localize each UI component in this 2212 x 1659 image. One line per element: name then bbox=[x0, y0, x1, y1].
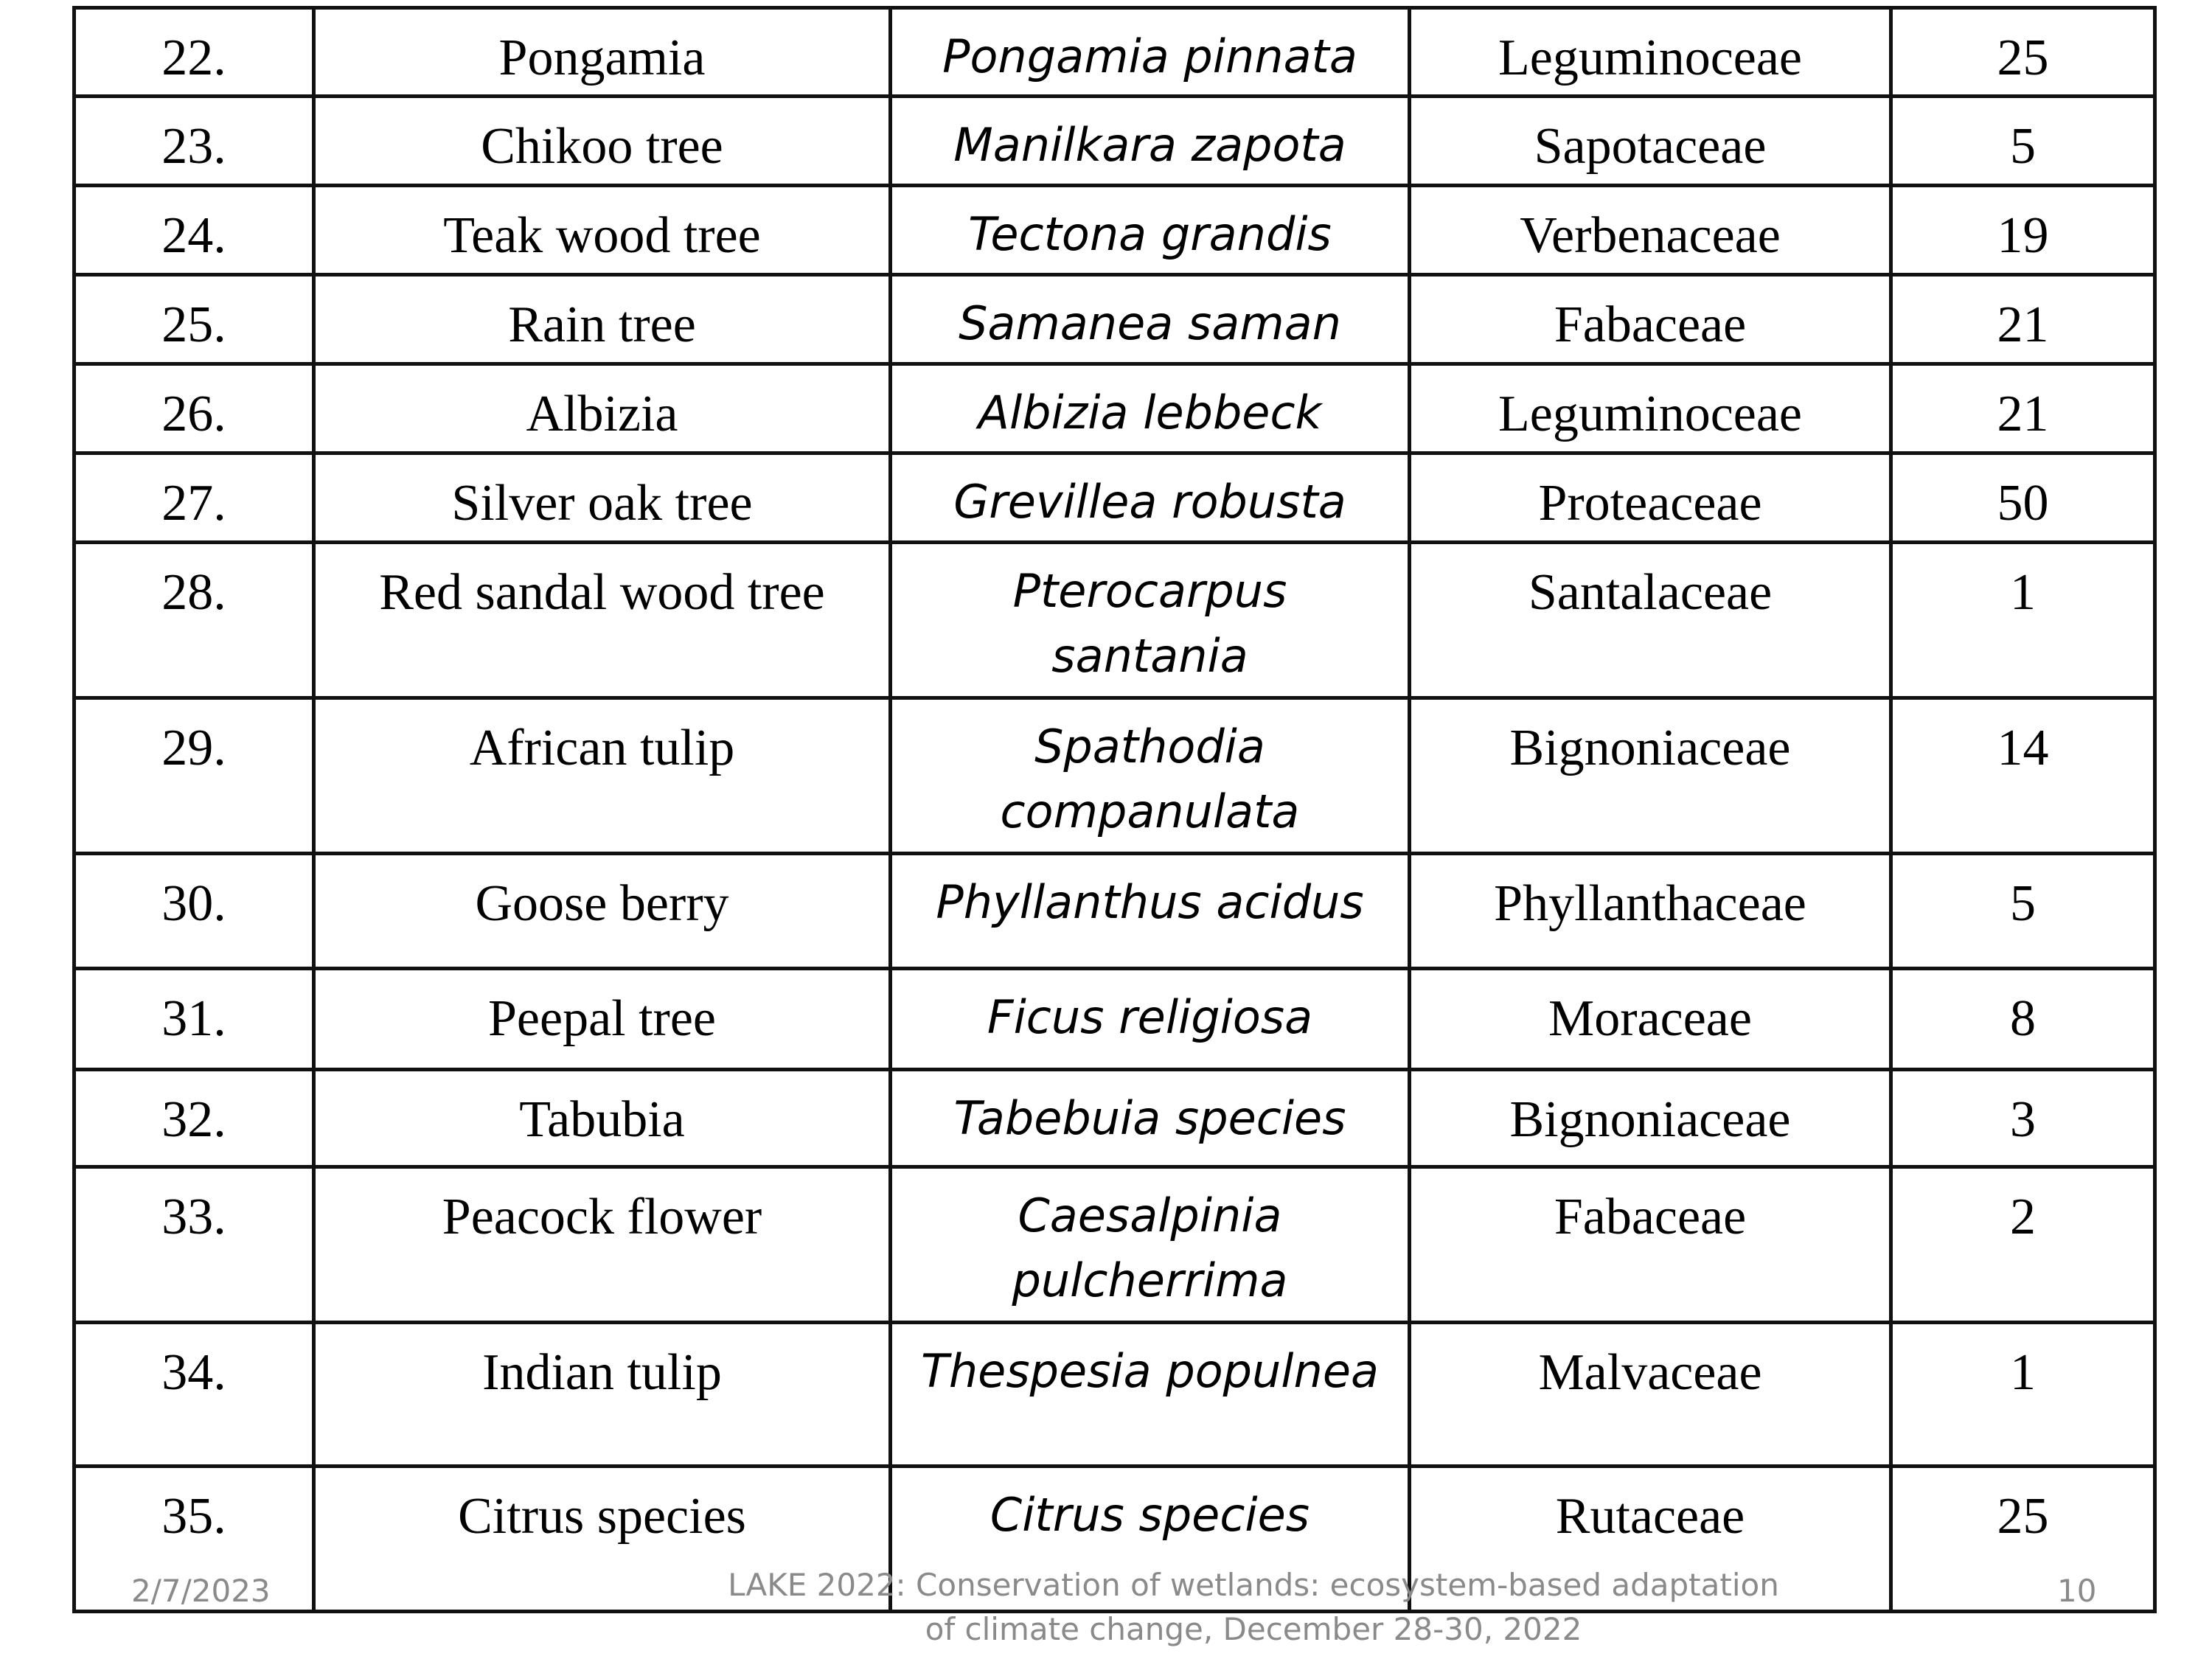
cell-scientific-name-text: Thespesia populnea bbox=[921, 1344, 1379, 1398]
cell-family bbox=[1410, 364, 1891, 453]
cell-number bbox=[74, 698, 314, 854]
table-row bbox=[74, 453, 2155, 543]
cell-family-text: Bignoniaceae bbox=[1509, 720, 1791, 776]
cell-count bbox=[1891, 275, 2155, 364]
cell-number bbox=[74, 364, 314, 453]
cell-family-text: Rutaceae bbox=[1555, 1488, 1745, 1545]
cell-count-text: 25 bbox=[1997, 1488, 2049, 1545]
cell-scientific-name bbox=[891, 97, 1410, 186]
cell-common-name-text: Goose berry bbox=[475, 875, 729, 932]
cell-number-text: 24. bbox=[161, 207, 226, 264]
table-row bbox=[74, 8, 2155, 97]
cell-count bbox=[1891, 1323, 2155, 1467]
cell-number-text: 22. bbox=[161, 29, 226, 86]
table-row bbox=[74, 275, 2155, 364]
cell-number bbox=[74, 1323, 314, 1467]
cell-number-text: 29. bbox=[161, 720, 226, 776]
cell-family-text: Fabaceae bbox=[1554, 296, 1747, 353]
cell-count-text: 19 bbox=[1997, 207, 2049, 264]
cell-count-text: 2 bbox=[2010, 1189, 2036, 1245]
cell-family bbox=[1410, 1323, 1891, 1467]
cell-scientific-name bbox=[891, 186, 1410, 275]
cell-number-text: 28. bbox=[161, 564, 226, 621]
cell-family bbox=[1410, 854, 1891, 969]
cell-scientific-name bbox=[891, 8, 1410, 97]
cell-family bbox=[1410, 1167, 1891, 1323]
cell-count-text: 25 bbox=[1997, 29, 2049, 86]
cell-scientific-name bbox=[891, 1167, 1410, 1323]
cell-count bbox=[1891, 364, 2155, 453]
cell-scientific-name-text: Tectona grandis bbox=[968, 207, 1332, 261]
cell-common-name-text: Tabubia bbox=[519, 1091, 685, 1148]
cell-family bbox=[1410, 1070, 1891, 1167]
cell-number-text: 32. bbox=[161, 1091, 226, 1148]
cell-count-text: 3 bbox=[2010, 1091, 2036, 1148]
cell-count-text: 1 bbox=[2010, 1344, 2036, 1401]
cell-family-text: Bignoniaceae bbox=[1509, 1091, 1791, 1148]
cell-number-text: 35. bbox=[161, 1488, 226, 1545]
cell-common-name bbox=[314, 186, 891, 275]
cell-number-text: 30. bbox=[161, 875, 226, 932]
cell-scientific-name bbox=[891, 453, 1410, 543]
cell-number bbox=[74, 453, 314, 543]
cell-family-text: Malvaceae bbox=[1538, 1344, 1762, 1401]
table-row bbox=[74, 1323, 2155, 1467]
footer-page-number: 10 bbox=[2057, 1573, 2097, 1609]
cell-count bbox=[1891, 1467, 2155, 1612]
cell-family-text: Fabaceae bbox=[1554, 1189, 1747, 1245]
table-row bbox=[74, 186, 2155, 275]
cell-family bbox=[1410, 275, 1891, 364]
cell-family-text: Leguminoceae bbox=[1498, 29, 1802, 86]
cell-scientific-name bbox=[891, 364, 1410, 453]
cell-count-text: 21 bbox=[1997, 296, 2049, 353]
footer-caption bbox=[664, 1563, 1843, 1652]
table-row bbox=[74, 1167, 2155, 1323]
cell-family-text: Leguminoceae bbox=[1498, 386, 1802, 442]
cell-common-name bbox=[314, 453, 891, 543]
cell-scientific-name bbox=[891, 969, 1410, 1070]
cell-count-text: 50 bbox=[1997, 475, 2049, 532]
footer-date: 2/7/2023 bbox=[131, 1573, 271, 1609]
cell-family-text: Sapotaceae bbox=[1534, 118, 1767, 175]
cell-common-name bbox=[314, 364, 891, 453]
cell-common-name bbox=[314, 275, 891, 364]
cell-common-name bbox=[314, 97, 891, 186]
cell-scientific-name-text: Ficus religiosa bbox=[987, 990, 1313, 1044]
cell-common-name bbox=[314, 698, 891, 854]
table-row bbox=[74, 969, 2155, 1070]
cell-common-name bbox=[314, 1167, 891, 1323]
cell-scientific-name bbox=[891, 1070, 1410, 1167]
cell-family bbox=[1410, 186, 1891, 275]
cell-count-text: 21 bbox=[1997, 386, 2049, 442]
cell-number bbox=[74, 969, 314, 1070]
table-row bbox=[74, 543, 2155, 698]
cell-scientific-name-text: Pterocarpus santania bbox=[1012, 564, 1287, 683]
cell-scientific-name-text: Pongamia pinnata bbox=[942, 29, 1357, 83]
cell-common-name-text: Albizia bbox=[526, 386, 678, 442]
table-row bbox=[74, 1070, 2155, 1167]
cell-common-name-text: Chikoo tree bbox=[481, 118, 723, 175]
cell-scientific-name-text: Manilkara zapota bbox=[953, 118, 1346, 172]
table-row bbox=[74, 364, 2155, 453]
species-table bbox=[72, 6, 2157, 1613]
cell-scientific-name-text: Tabebuia species bbox=[953, 1091, 1346, 1145]
cell-family-text: Moraceae bbox=[1548, 990, 1752, 1047]
cell-family bbox=[1410, 453, 1891, 543]
cell-common-name-text: Citrus species bbox=[458, 1488, 746, 1545]
table-row bbox=[74, 854, 2155, 969]
cell-scientific-name-text: Grevillea robusta bbox=[953, 475, 1346, 529]
cell-family-text: Phyllanthaceae bbox=[1494, 875, 1806, 932]
cell-family-text: Santalaceae bbox=[1528, 564, 1773, 621]
cell-family bbox=[1410, 969, 1891, 1070]
cell-common-name bbox=[314, 543, 891, 698]
cell-count bbox=[1891, 1070, 2155, 1167]
cell-common-name-text: Rain tree bbox=[508, 296, 696, 353]
cell-number bbox=[74, 854, 314, 969]
cell-count-text: 14 bbox=[1997, 720, 2049, 776]
cell-scientific-name-text: Citrus species bbox=[990, 1488, 1310, 1542]
cell-count-text: 1 bbox=[2010, 564, 2036, 621]
cell-common-name-text: Peacock flower bbox=[442, 1189, 762, 1245]
cell-family-text: Proteaceae bbox=[1538, 475, 1762, 532]
cell-number bbox=[74, 1167, 314, 1323]
cell-count bbox=[1891, 854, 2155, 969]
cell-number-text: 26. bbox=[161, 386, 226, 442]
cell-number-text: 33. bbox=[161, 1189, 226, 1245]
cell-number-text: 34. bbox=[161, 1344, 226, 1401]
cell-count-text: 8 bbox=[2010, 990, 2036, 1047]
cell-common-name-text: Teak wood tree bbox=[443, 207, 761, 264]
cell-common-name bbox=[314, 8, 891, 97]
cell-family bbox=[1410, 543, 1891, 698]
cell-scientific-name-text: Spathodia companulata bbox=[1000, 720, 1300, 838]
cell-common-name bbox=[314, 854, 891, 969]
cell-common-name bbox=[314, 969, 891, 1070]
footer-caption-line-1: LAKE 2022: Conservation of wetlands: ecosystem-based adaptation bbox=[728, 1567, 1779, 1603]
cell-scientific-name bbox=[891, 543, 1410, 698]
cell-count bbox=[1891, 543, 2155, 698]
cell-family bbox=[1410, 8, 1891, 97]
cell-count bbox=[1891, 97, 2155, 186]
cell-scientific-name bbox=[891, 854, 1410, 969]
cell-common-name-text: Red sandal wood tree bbox=[379, 564, 825, 621]
cell-common-name bbox=[314, 1323, 891, 1467]
cell-common-name-text: African tulip bbox=[469, 720, 735, 776]
cell-count-text: 5 bbox=[2010, 875, 2036, 932]
cell-count bbox=[1891, 8, 2155, 97]
cell-number-text: 27. bbox=[161, 475, 226, 532]
cell-count bbox=[1891, 1167, 2155, 1323]
cell-number-text: 23. bbox=[161, 118, 226, 175]
cell-number bbox=[74, 1070, 314, 1167]
table-row bbox=[74, 698, 2155, 854]
cell-common-name-text: Indian tulip bbox=[482, 1344, 722, 1401]
cell-scientific-name bbox=[891, 275, 1410, 364]
cell-count bbox=[1891, 186, 2155, 275]
cell-count bbox=[1891, 698, 2155, 854]
cell-common-name-text: Pongamia bbox=[498, 29, 706, 86]
cell-common-name bbox=[314, 1070, 891, 1167]
table-body bbox=[74, 8, 2155, 1612]
cell-scientific-name bbox=[891, 698, 1410, 854]
cell-count bbox=[1891, 453, 2155, 543]
footer-caption-line-2: of climate change, December 28-30, 2022 bbox=[925, 1611, 1582, 1647]
cell-number bbox=[74, 186, 314, 275]
cell-scientific-name-text: Samanea saman bbox=[959, 296, 1341, 350]
table-row bbox=[74, 97, 2155, 186]
cell-number-text: 31. bbox=[161, 990, 226, 1047]
cell-number bbox=[74, 97, 314, 186]
cell-family bbox=[1410, 698, 1891, 854]
cell-common-name-text: Peepal tree bbox=[488, 990, 716, 1047]
cell-family-text: Verbenaceae bbox=[1520, 207, 1781, 264]
cell-number bbox=[74, 8, 314, 97]
cell-common-name-text: Silver oak tree bbox=[451, 475, 753, 532]
cell-scientific-name bbox=[891, 1323, 1410, 1467]
cell-scientific-name-text: Phyllanthus acidus bbox=[936, 875, 1364, 929]
cell-scientific-name-text: Albizia lebbeck bbox=[978, 386, 1322, 439]
cell-number-text: 25. bbox=[161, 296, 226, 353]
cell-scientific-name-text: Caesalpinia pulcherrima bbox=[1012, 1189, 1288, 1307]
cell-family bbox=[1410, 97, 1891, 186]
cell-number bbox=[74, 543, 314, 698]
cell-count bbox=[1891, 969, 2155, 1070]
cell-count-text: 5 bbox=[2010, 118, 2036, 175]
cell-number bbox=[74, 275, 314, 364]
